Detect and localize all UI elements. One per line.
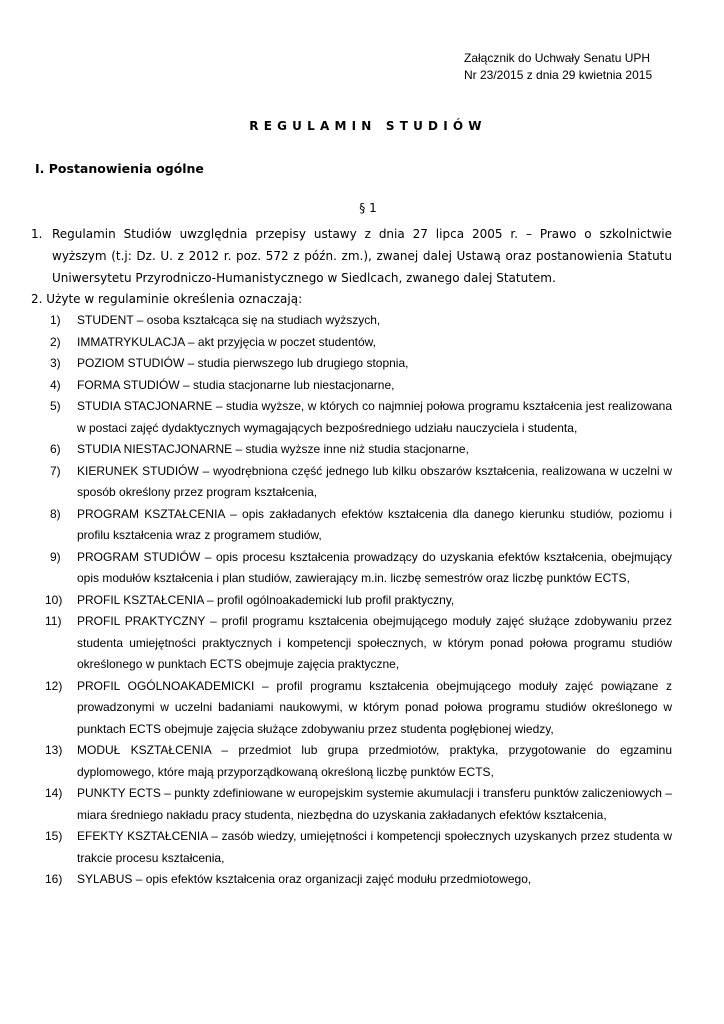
definition-number: 5) [50,399,61,413]
definition-text: STUDIA STACJONARNE – studia wyższe, w których co najmniej połowa programu kształcenia jest realizowana w postaci zajęć dydaktycznych wymagających bezpośredniego udziału nauczyciela i studenta, [77,399,672,435]
definition-number: 4) [50,377,61,392]
annex-note [464,50,652,84]
definition-number: 7) [50,463,61,478]
definition-text: STUDIA NIESTACJONARNE – studia wyższe inne niż studia stacjonarne, [77,442,469,456]
definition-item [35,375,672,397]
definition-item [35,396,672,439]
definition-text: SYLABUS – opis efektów kształcenia oraz organizacji zajęć modułu przedmiotowego, [77,872,532,886]
definition-item [35,826,672,869]
definition-text: PROFIL PRAKTYCZNY – profil programu kształcenia obejmującego moduły zajęć służące zdobywaniu przez studenta umiejętności praktycznych i kompetencji społecznych, w którym ponad połowa programu studiów określonego w punktach ECTS obejmuje zajęcia praktyczne, [77,614,672,671]
definition-number: 11) [45,614,62,628]
definition-text: EFEKTY KSZTAŁCENIA – zasób wiedzy, umiejętności i kompetencji społecznych uzyskanych przez studenta w trakcie procesu kształcenia, [77,829,672,865]
point-2-number: 2. [31,292,43,306]
definition-number: 14) [45,786,63,800]
definition-text: IMMATRYKULACJA – akt przyjęcia w poczet studentów, [77,334,377,349]
definition-item [35,353,672,375]
definition-text: PROFIL KSZTAŁCENIA – profil ogólnoakademicki lub profil praktyczny, [77,592,455,607]
definition-item [35,461,672,504]
definition-text: PROGRAM STUDIÓW – opis procesu kształcenia prowadzący do uzyskania efektów kształcenia, obejmujący opis modułów kształcenia i plan studiów, zawierający m.in. liczbę semestrów oraz liczbę punktów ECTS, [77,549,672,585]
paragraph-mark: § 1 [359,201,377,215]
definition-item [35,547,672,590]
definition-text: KIERUNEK STUDIÓW – wyodrębniona część jednego lub kilku obszarów kształcenia, realizowana w uczelni w sposób określony przez program kształcenia, [77,463,672,499]
definition-text: STUDENT – osoba kształcąca się na studiach wyższych, [77,313,381,327]
definition-number: 9) [50,549,61,564]
definition-number: 3) [50,356,61,370]
section-heading: I. Postanowienia ogólne [35,161,204,176]
definition-item [35,869,672,891]
definition-item [35,504,672,547]
definition-text: PROFIL OGÓLNOAKADEMICKI – profil programu kształcenia obejmującego moduły zajęć powiązane z prowadzonymi w uczelni badaniami naukowymi, w którym ponad połowa programu studiów określonego w punktach ECTS obejmuje zajęcia służące zdobywaniu przez studenta pogłębionej wiedzy, [77,678,672,736]
definition-item [35,439,672,461]
definition-text: PUNKTY ECTS – punkty zdefiniowane w europejskim systemie akumulacji i transferu punktów zaliczeniowych – miara średniego nakładu pracy studenta, niezbędna do uzyskania zakładanych efektów kształcenia, [77,786,672,822]
definition-number: 1) [50,313,61,327]
definition-number: 10) [45,592,63,607]
document-title: REGULAMIN STUDIÓW [249,119,487,133]
annex-line-2: Nr 23/2015 z dnia 29 kwietnia 2015 [464,68,653,82]
point-1 [31,223,672,289]
definition-text: POZIOM STUDIÓW – studia pierwszego lub drugiego stopnia, [77,356,409,370]
definition-number: 6) [50,442,61,456]
definition-text: PROGRAM KSZTAŁCENIA – opis zakładanych efektów kształcenia dla danego kierunku studiów, poziomu i profilu kształcenia wraz z programem studiów, [77,506,672,542]
definition-item [35,310,672,332]
definitions-list [35,310,672,891]
definition-number: 15) [45,829,63,843]
definition-text: FORMA STUDIÓW – studia stacjonarne lub niestacjonarne, [77,377,395,392]
definition-item [35,611,672,676]
definition-item [35,332,672,354]
annex-line-1: Załącznik do Uchwały Senatu UPH [464,51,651,65]
definition-number: 8) [50,506,61,521]
definition-number: 13) [45,743,63,757]
definition-item [35,783,672,826]
point-2 [31,289,302,309]
definition-number: 2) [50,334,61,349]
point-2-text: Użyte w regulaminie określenia oznaczają: [46,292,303,306]
definition-number: 16) [45,872,63,886]
definition-number: 12) [45,678,63,693]
definition-text: MODUŁ KSZTAŁCENIA – przedmiot lub grupa przedmiotów, praktyka, przygotowanie do egzaminu dyplomowego, które mają przyporządkowaną określoną liczbę punktów ECTS, [77,743,672,779]
definition-item [35,590,672,612]
definition-item [35,676,672,741]
definition-item [35,740,672,783]
point-1-number: 1. [31,227,43,241]
point-1-text: Regulamin Studiów uwzględnia przepisy ustawy z dnia 27 lipca 2005 r. – Prawo o szkolnictwie wyższym (t.j: Dz. U. z 2012 r. poz. 572 z późn. zm.), zwanej dalej Ustawą oraz postanowienia Statutu Uniwersytetu Przyrodniczo-Humanistycznego w Siedlcach, zwanego dalej Statutem. [52,227,672,285]
